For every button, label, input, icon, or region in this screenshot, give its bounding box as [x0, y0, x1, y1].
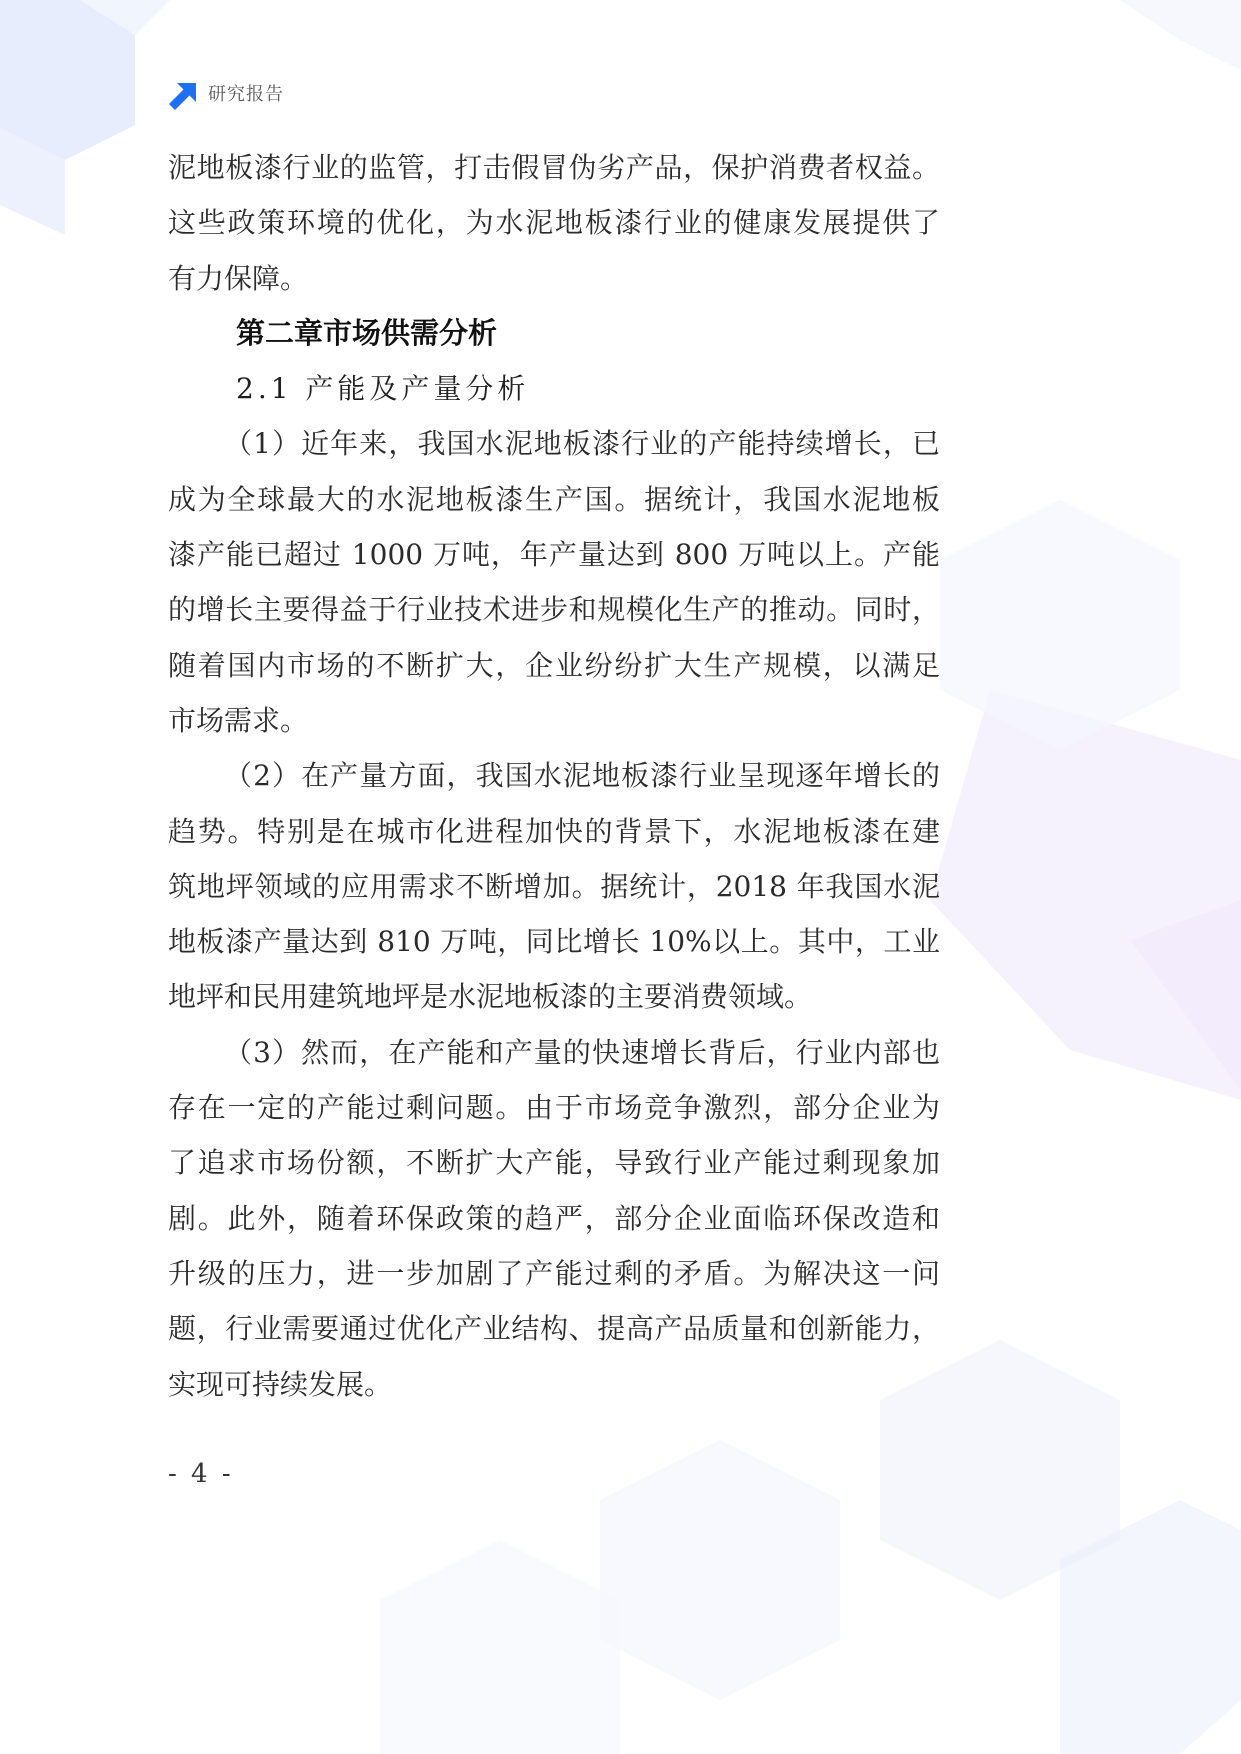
text-line: 泥地板漆行业的监管，打击假冒伪劣产品，保护消费者权益。: [168, 151, 940, 184]
text-line: 地板漆产量达到 810 万吨，同比增长 10%以上。其中，工业: [168, 925, 940, 959]
intro-paragraph: [168, 140, 940, 306]
background-shape: [940, 500, 1180, 750]
background-shape: [600, 1440, 840, 1700]
background-shape: [1120, 0, 1241, 70]
page-header: [168, 80, 284, 110]
paragraph-3: [168, 1025, 940, 1412]
text-line: 市场需求。: [168, 703, 309, 737]
logo-graphic: [168, 80, 198, 110]
document-body: [168, 140, 940, 1412]
text-line: 地坪和民用建筑地坪是水泥地板漆的主要消费领域。: [168, 980, 813, 1014]
text-line: 有力保障。: [168, 261, 309, 295]
background-shape: [930, 690, 1241, 1100]
background-shape: [0, 0, 135, 160]
section-title: 2.1 产能及产量分析: [236, 372, 530, 406]
text-line: 这些政策环境的优化，为水泥地板漆行业的健康发展提供了: [168, 206, 940, 240]
text-line: 的增长主要得益于行业技术进步和规模化生产的推动。同时，: [168, 593, 940, 627]
text-line: 实现可持续发展。: [168, 1367, 393, 1401]
report-type-label: 研究报告: [208, 84, 284, 105]
text-line: 了追求市场份额，不断扩大产能，导致行业产能过剩现象加: [168, 1146, 940, 1180]
logo-arrow-shape: [169, 83, 196, 110]
paragraph-2: [168, 748, 940, 1024]
chapter-title: 第二章市场供需分析: [236, 315, 498, 350]
text-line: 升级的压力，进一步加剧了产能过剩的矛盾。为解决这一问: [168, 1256, 940, 1290]
text-line: 存在一定的产能过剩问题。由于市场竞争激烈，部分企业为: [168, 1091, 940, 1125]
text-line: 趋势。特别是在城市化进程加快的背景下，水泥地板漆在建: [168, 814, 940, 848]
text-line: 随着国内市场的不断扩大，企业纷纷扩大生产规模，以满足: [168, 648, 940, 682]
text-line: 漆产能已超过 1000 万吨，年产量达到 800 万吨以上。产能: [168, 538, 940, 572]
background-shape: [380, 1540, 620, 1754]
text-line: 筑地坪领域的应用需求不断增加。据统计，2018 年我国水泥: [168, 869, 940, 903]
text-line: 剧。此外，随着环保政策的趋严，部分企业面临环保改造和: [168, 1201, 940, 1235]
text-line: （3）然而，在产能和产量的快速增长背后，行业内部也: [224, 1035, 940, 1069]
paragraph-1: [168, 416, 940, 748]
page-number: - 4 -: [168, 1459, 234, 1489]
text-line: 成为全球最大的水泥地板漆生产国。据统计，我国水泥地板: [168, 482, 940, 516]
text-line: （1）近年来，我国水泥地板漆行业的产能持续增长，已: [224, 427, 940, 461]
text-line: （2）在产量方面，我国水泥地板漆行业呈现逐年增长的: [224, 759, 940, 793]
arrow-up-right-icon: [168, 80, 198, 110]
text-line: 题，行业需要通过优化产业结构、提高产品质量和创新能力，: [168, 1312, 940, 1346]
